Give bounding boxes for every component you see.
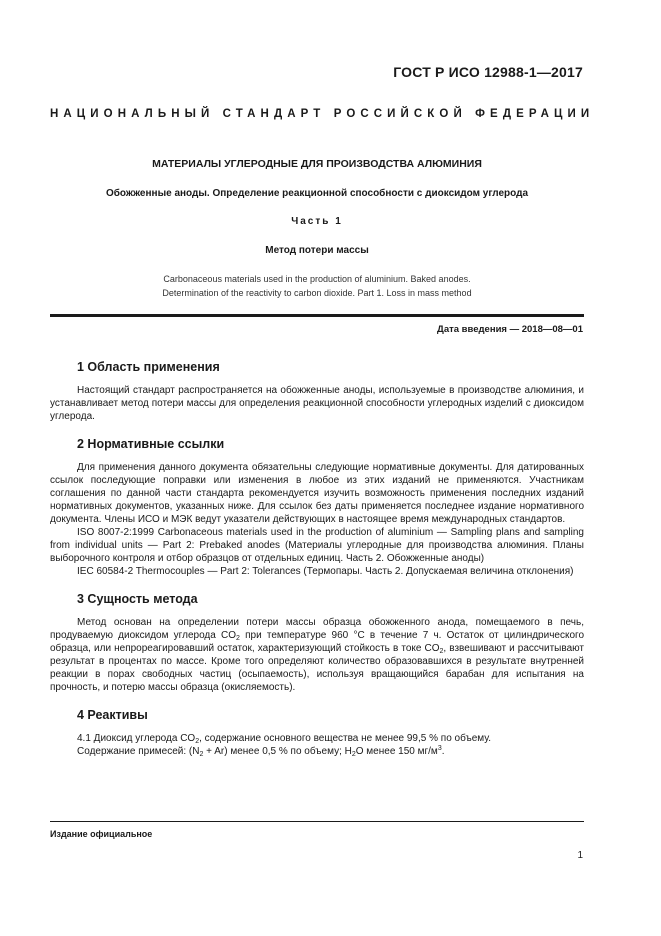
english-title-line-2: Determination of the reactivity to carbon dioxide. Part 1. Loss in mass method [162, 288, 472, 298]
section-heading: 4 Реактивы [77, 708, 148, 722]
document-subtitle: Обожженные аноды. Определение реакционной способности с диоксидом углерода [105, 188, 529, 199]
section-method-principle [50, 592, 584, 694]
subscript: 2 [236, 635, 240, 642]
document-body [50, 360, 584, 772]
edition-label: Издание официальное [50, 829, 153, 839]
footer-divider [50, 821, 584, 822]
reagent-item-4-1 [50, 732, 584, 745]
document-title: МАТЕРИАЛЫ УГЛЕРОДНЫЕ ДЛЯ ПРОИЗВОДСТВА АЛЮМИНИЯ [152, 158, 482, 170]
introduction-date: Дата введения — 2018—08—01 [437, 324, 583, 335]
method-title: Метод потери массы [265, 245, 369, 256]
section-reagents [50, 708, 584, 758]
subscript: 2 [195, 738, 200, 745]
section-heading: 3 Сущность метода [77, 592, 198, 606]
text-run: , содержание основного вещества не менее 99,5 % по объему. [199, 733, 492, 744]
part-label: Часть 1 [291, 216, 343, 227]
text-run: при температуре 960 °С в течение 7 ч. Остаток от цилиндрического образца, или непрореагировавший остаток, характеризующий стойкость в токе CO [50, 630, 585, 654]
subscript: 2 [439, 648, 444, 655]
section-heading: 1 Область применения [77, 360, 220, 374]
impurities-line: Содержание примесей: $(N_2 + Ar)$ менее 0,5 % по объему; $H_2O$ менее 150 $мг/м^3$. [77, 745, 445, 758]
reference-iec-60584-2: IEC 60584-2 Thermocouples — Part 2: Tolerances (Термопары. Часть 2. Допускаемая величина отклонения) [77, 566, 574, 577]
superscript: 3 [437, 745, 442, 752]
title-divider [50, 314, 584, 317]
text-run: , взвешивают и рассчитывают результат в процентах по массе. Кроме того определяют количество образовавшихся в результате внутренней реакции в порах свободных частиц (осыпаемость), используя вращающийся барабан для испытания на прочность, и потерю массы образца (окисляемость). [50, 643, 584, 693]
paragraph [50, 616, 584, 694]
english-title [50, 272, 584, 300]
text-run: Метод основан на определении потери массы образца обожженного анода, помещаемого в печь, продуваемую диоксидом углерода CO [50, 617, 584, 641]
paragraph: Для применения данного документа обязательны следующие нормативные документы. Для датированных ссылок последующие поправки или изменения в любое из этих изданий не применяются. Участникам соглашения по данной части стандарта рекомендуется изучить возможность применения последних изданий нормативных документов, указанных ниже. Для ссылок без даты применяется последнее издание нормативного документа. Члены ИСО и МЭК ведут указатели действующих в настоящее время международных стандартов. [50, 462, 584, 525]
subscript: 2 [351, 751, 356, 758]
section-normative-references [50, 437, 584, 578]
text-run: Содержание примесей: (N [77, 746, 200, 757]
page-number: 1 [577, 850, 583, 861]
text-run: O менее 150 мг/м [355, 746, 438, 757]
section-scope [50, 360, 584, 423]
document-code: ГОСТ Р ИСО 12988-1—2017 [393, 64, 583, 80]
paragraph: Настоящий стандарт распространяется на обожженные аноды, используемые в производстве алюминия, и устанавливает метод потери массы для определения реакционной способности углеродных изделий с диоксидом углерода. [50, 385, 584, 422]
section-heading: 2 Нормативные ссылки [77, 437, 225, 451]
text-run: + Ar) менее 0,5 % по объему; H [203, 746, 352, 757]
english-title-line-1: Carbonaceous materials used in the production of aluminium. Baked anodes. [163, 274, 471, 284]
national-standard-banner: НАЦИОНАЛЬНЫЙ СТАНДАРТ РОССИЙСКОЙ ФЕДЕРАЦИИ [50, 108, 595, 120]
text-run: 4.1 Диоксид углерода CO [77, 733, 196, 744]
reference-iso-8007-2: ISO 8007-2:1999 Carbonaceous materials used in the production of aluminium — Sampling plans and sampling from individual units — Part 2: Prebaked anodes (Материалы углеродные для производства алюминия. Планы выборочного контроля и отбор образцов от отдельных единиц. Часть 2. Обожженные аноды) [50, 527, 584, 564]
subscript: 2 [199, 751, 204, 758]
